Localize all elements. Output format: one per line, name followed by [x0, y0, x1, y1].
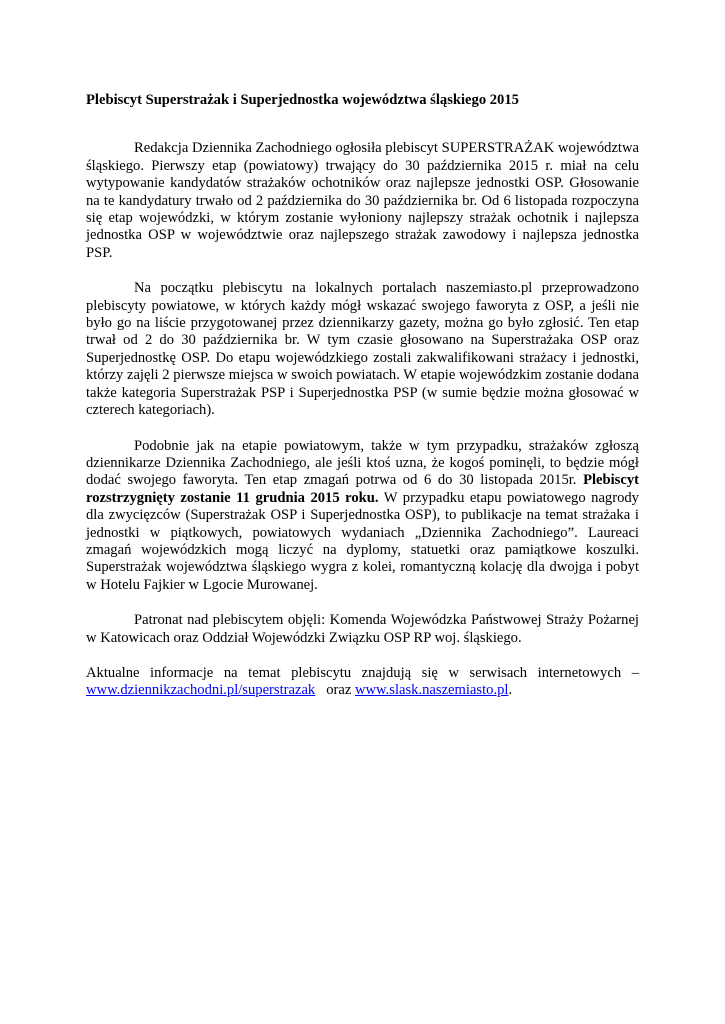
paragraph-5-text: Aktualne informacje na temat plebiscytu znajdują się w serwisach internetowych – — [86, 664, 639, 681]
link-naszemiasto[interactable]: www.slask.naszemiasto.pl — [354, 682, 509, 699]
paragraph-3 — [86, 438, 639, 595]
paragraph-3-text-a: Podobnie jak na etapie powiatowym, także w tym przypadku, strażaków zgłoszą dziennikarze Dziennika Zachodniego, ale jeśli ktoś uzna, że kogoś pominęli, to będzie mógł dodać swojego faworyta. Ten etap zmagań potrwa od 6 do 30 listopada 2015r. — [86, 437, 639, 489]
link-dziennikzachodni[interactable]: www.dziennikzachodni.pl/superstrazak — [86, 682, 316, 699]
document-title: Plebiscyt Superstrażak i Superjednostka województwa śląskiego 2015 — [86, 92, 519, 108]
paragraph-3-text-b: W przypadku etapu powiatowego nagrody dla zwycięzców (Superstrażak OSP i Superjednostka OSP), to publikacje na temat strażaka i jednostki w piątkowych, powiatowych wydaniach „Dziennika Zachodniego”. Laureaci zmagań wojewódzkich mogą liczyć na dyplomy, statuetki oraz pamiątkowe koszulki. Superstrażak województwa śląskiego wygra z kolei, romantyczną kolację dla dwojga i pobyt w Hotelu Fajkier w Lgocie Murowanej. — [86, 489, 639, 593]
paragraph-5-end: . — [508, 682, 513, 699]
paragraph-5 — [86, 665, 639, 700]
paragraph-2: Na początku plebiscytu na lokalnych portalach naszemiasto.pl przeprowadzono plebiscyty powiatowe, w których każdy mógł wskazać swojego faworyta z OSP, a jeśli nie było go na liście przygotowanej przez dziennikarzy gazety, można go było zgłosić. Ten etap trwał od 2 do 30 października br. W tym czasie głosowano na Superstrażaka OSP oraz Superjednostkę OSP. Do etapu wojewódzkiego zostali zakwalifikowani strażacy i jednostki, którzy zajęli 2 pierwsze miejsca w swoich powiatach. W etapie wojewódzkim zostanie dodana także kategoria Superstrażak PSP i Superjednostka PSP (w sumie będzie można głosować w czterech kategoriach). — [86, 280, 639, 419]
document-page — [86, 92, 639, 718]
paragraph-3-bold: Plebiscyt rozstrzygnięty zostanie 11 grudnia 2015 roku. — [86, 472, 639, 506]
paragraph-5-mid: oraz — [326, 682, 352, 699]
paragraph-1: Redakcja Dziennika Zachodniego ogłosiła plebiscyt SUPERSTRAŻAK województwa śląskiego. Pierwszy etap (powiatowy) trwający do 30 października 2015 r. miał na celu wytypowanie kandydatów strażaków ochotników oraz najlepsze jednostki OSP. Głosowanie na te kandydatury trwało od 2 października do 30 października br. Od 6 listopada rozpoczyna się etap wojewódzki, w którym zostanie wyłoniony najlepszy strażak ochotnik i najlepsza jednostka OSP w województwie oraz najlepszego strażak zawodowy i najlepsza jednostka PSP. — [86, 140, 640, 261]
paragraph-4: Patronat nad plebiscytem objęli: Komenda Wojewódzka Państwowej Straży Pożarnej w Katowicach oraz Oddział Wojewódzki Związku OSP RP woj. śląskiego. — [86, 612, 639, 646]
